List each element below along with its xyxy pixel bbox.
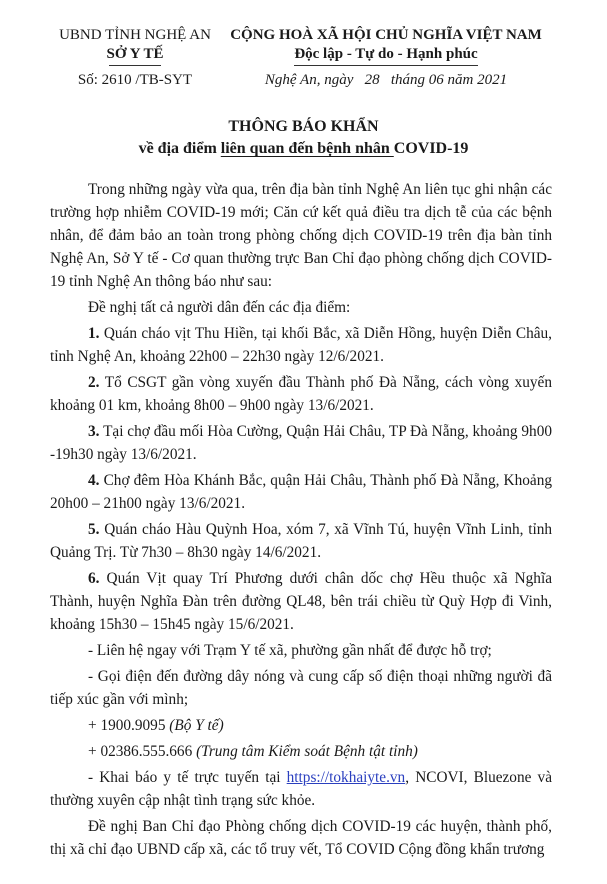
motto-underline (294, 65, 478, 66)
title-sub-underlined: liên quan đến bệnh nhân (220, 140, 394, 157)
location-number: 5. (88, 521, 100, 538)
national-block (226, 26, 546, 90)
nation-name: CỘNG HOÀ XÃ HỘI CHỦ NGHĨA VIỆT NAM (230, 27, 542, 43)
location-item (50, 322, 552, 368)
location-item (50, 469, 552, 515)
request-paragraph: Đề nghị tất cả người dân đến các địa điểm: (88, 299, 351, 316)
document-body (50, 178, 552, 864)
location-number: 3. (88, 423, 100, 440)
location-number: 6. (88, 570, 100, 587)
location-item (50, 567, 552, 636)
location-number: 1. (88, 325, 100, 342)
hotline-number: + 02386.555.666 (88, 743, 197, 760)
action-call: - Gọi điện đến đường dây nóng và cung cấp số điện thoại những người đã tiếp xúc gần với mình; (50, 668, 552, 708)
location-text: Tổ CSGT gần vòng xuyến đầu Thành phố Đà Nẵng, cách vòng xuyến khoảng 01 km, khoảng 8h00 – 9h00 ngày 13/6/2021. (50, 374, 552, 414)
declaration-link[interactable]: https://tokhaiyte.vn (286, 769, 406, 786)
document-header (0, 26, 607, 96)
hotline-number: + 1900.9095 (88, 717, 170, 734)
title-sub-prefix: về địa điểm (138, 140, 221, 157)
hotline-org: (Bộ Y tế) (169, 717, 224, 734)
declare-paragraph (50, 766, 552, 812)
location-text: Quán Vịt quay Trí Phương dưới chân dốc chợ Hều thuộc xã Nghĩa Thành, huyện Nghĩa Đàn trên đường QL48, bên trái chiều từ Quỳ Hợp đi Vinh, khoảng 15h30 – 15h45 ngày 15/6/2021. (50, 570, 552, 633)
location-text: Chợ đêm Hòa Khánh Bắc, quận Hải Châu, Thành phố Đà Nẵng, Khoảng 20h00 – 21h00 ngày 13/6/2021. (50, 472, 552, 512)
declare-prefix: - Khai báo y tế trực tuyến tại (88, 769, 287, 786)
location-text: Tại chợ đầu mối Hòa Cường, Quận Hải Châu, TP Đà Nẵng, khoảng 9h00 -19h30 ngày 13/6/2021. (50, 423, 552, 463)
location-text: Quán cháo Hàu Quỳnh Hoa, xóm 7, xã Vĩnh Tú, huyện Vĩnh Linh, tỉnh Quảng Trị. Từ 7h30 – 8h30 ngày 14/6/2021. (50, 521, 552, 561)
title-sub (139, 138, 469, 160)
location-number: 2. (88, 374, 100, 391)
closing-paragraph: Đề nghị Ban Chỉ đạo Phòng chống dịch COVID-19 các huyện, thành phố, thị xã chỉ đạo UBND cấp xã, các tổ truy vết, Tổ COVID Cộng đồng khẩn trương (50, 818, 552, 858)
intro-paragraph: Trong những ngày vừa qua, trên địa bàn tỉnh Nghệ An liên tục ghi nhận các trường hợp nhiễm COVID-19 mới; Căn cứ kết quả điều tra dịch tễ của các bệnh nhân, để đảm bảo an toàn trong phòng chống dịch COVID-19 trên địa bàn tỉnh Nghệ An, Sở Y tế - Cơ quan thường trực Ban Chỉ đạo phòng chống dịch COVID-19 tỉnh Nghệ An thông báo như sau: (50, 181, 552, 290)
location-text: Quán cháo vịt Thu Hiền, tại khối Bắc, xã Diễn Hồng, huyện Diễn Châu, tỉnh Nghệ An, khoảng 22h00 – 22h30 ngày 12/6/2021. (50, 325, 552, 365)
issuer-block (50, 26, 220, 90)
title-sub-suffix: COVID-19 (393, 140, 469, 157)
location-number: 4. (88, 472, 100, 489)
location-item (50, 518, 552, 564)
action-contact: - Liên hệ ngay với Trạm Y tế xã, phường gần nhất để được hỗ trợ; (88, 642, 492, 659)
national-motto: Độc lập - Tự do - Hạnh phúc (294, 46, 478, 62)
location-item (50, 420, 552, 466)
title-main: THÔNG BÁO KHẨN (228, 118, 379, 135)
location-item (50, 371, 552, 417)
agency-underline (109, 65, 161, 66)
document-number: Số: 2610 /TB-SYT (77, 72, 193, 88)
hotline-item (50, 740, 552, 763)
document-title (0, 116, 607, 160)
declare-suffix: , NCOVI, Bluezone và thường xuyên cập nhật tình trạng sức khỏe. (50, 769, 552, 809)
parent-agency: UBND TỈNH NGHỆ AN (59, 27, 211, 43)
hotline-org: (Trung tâm Kiểm soát Bệnh tật tỉnh) (196, 743, 418, 760)
agency-name: SỞ Y TẾ (106, 46, 164, 62)
place-date: Nghệ An, ngày 28 tháng 06 năm 2021 (264, 72, 508, 88)
hotline-item (50, 714, 552, 737)
